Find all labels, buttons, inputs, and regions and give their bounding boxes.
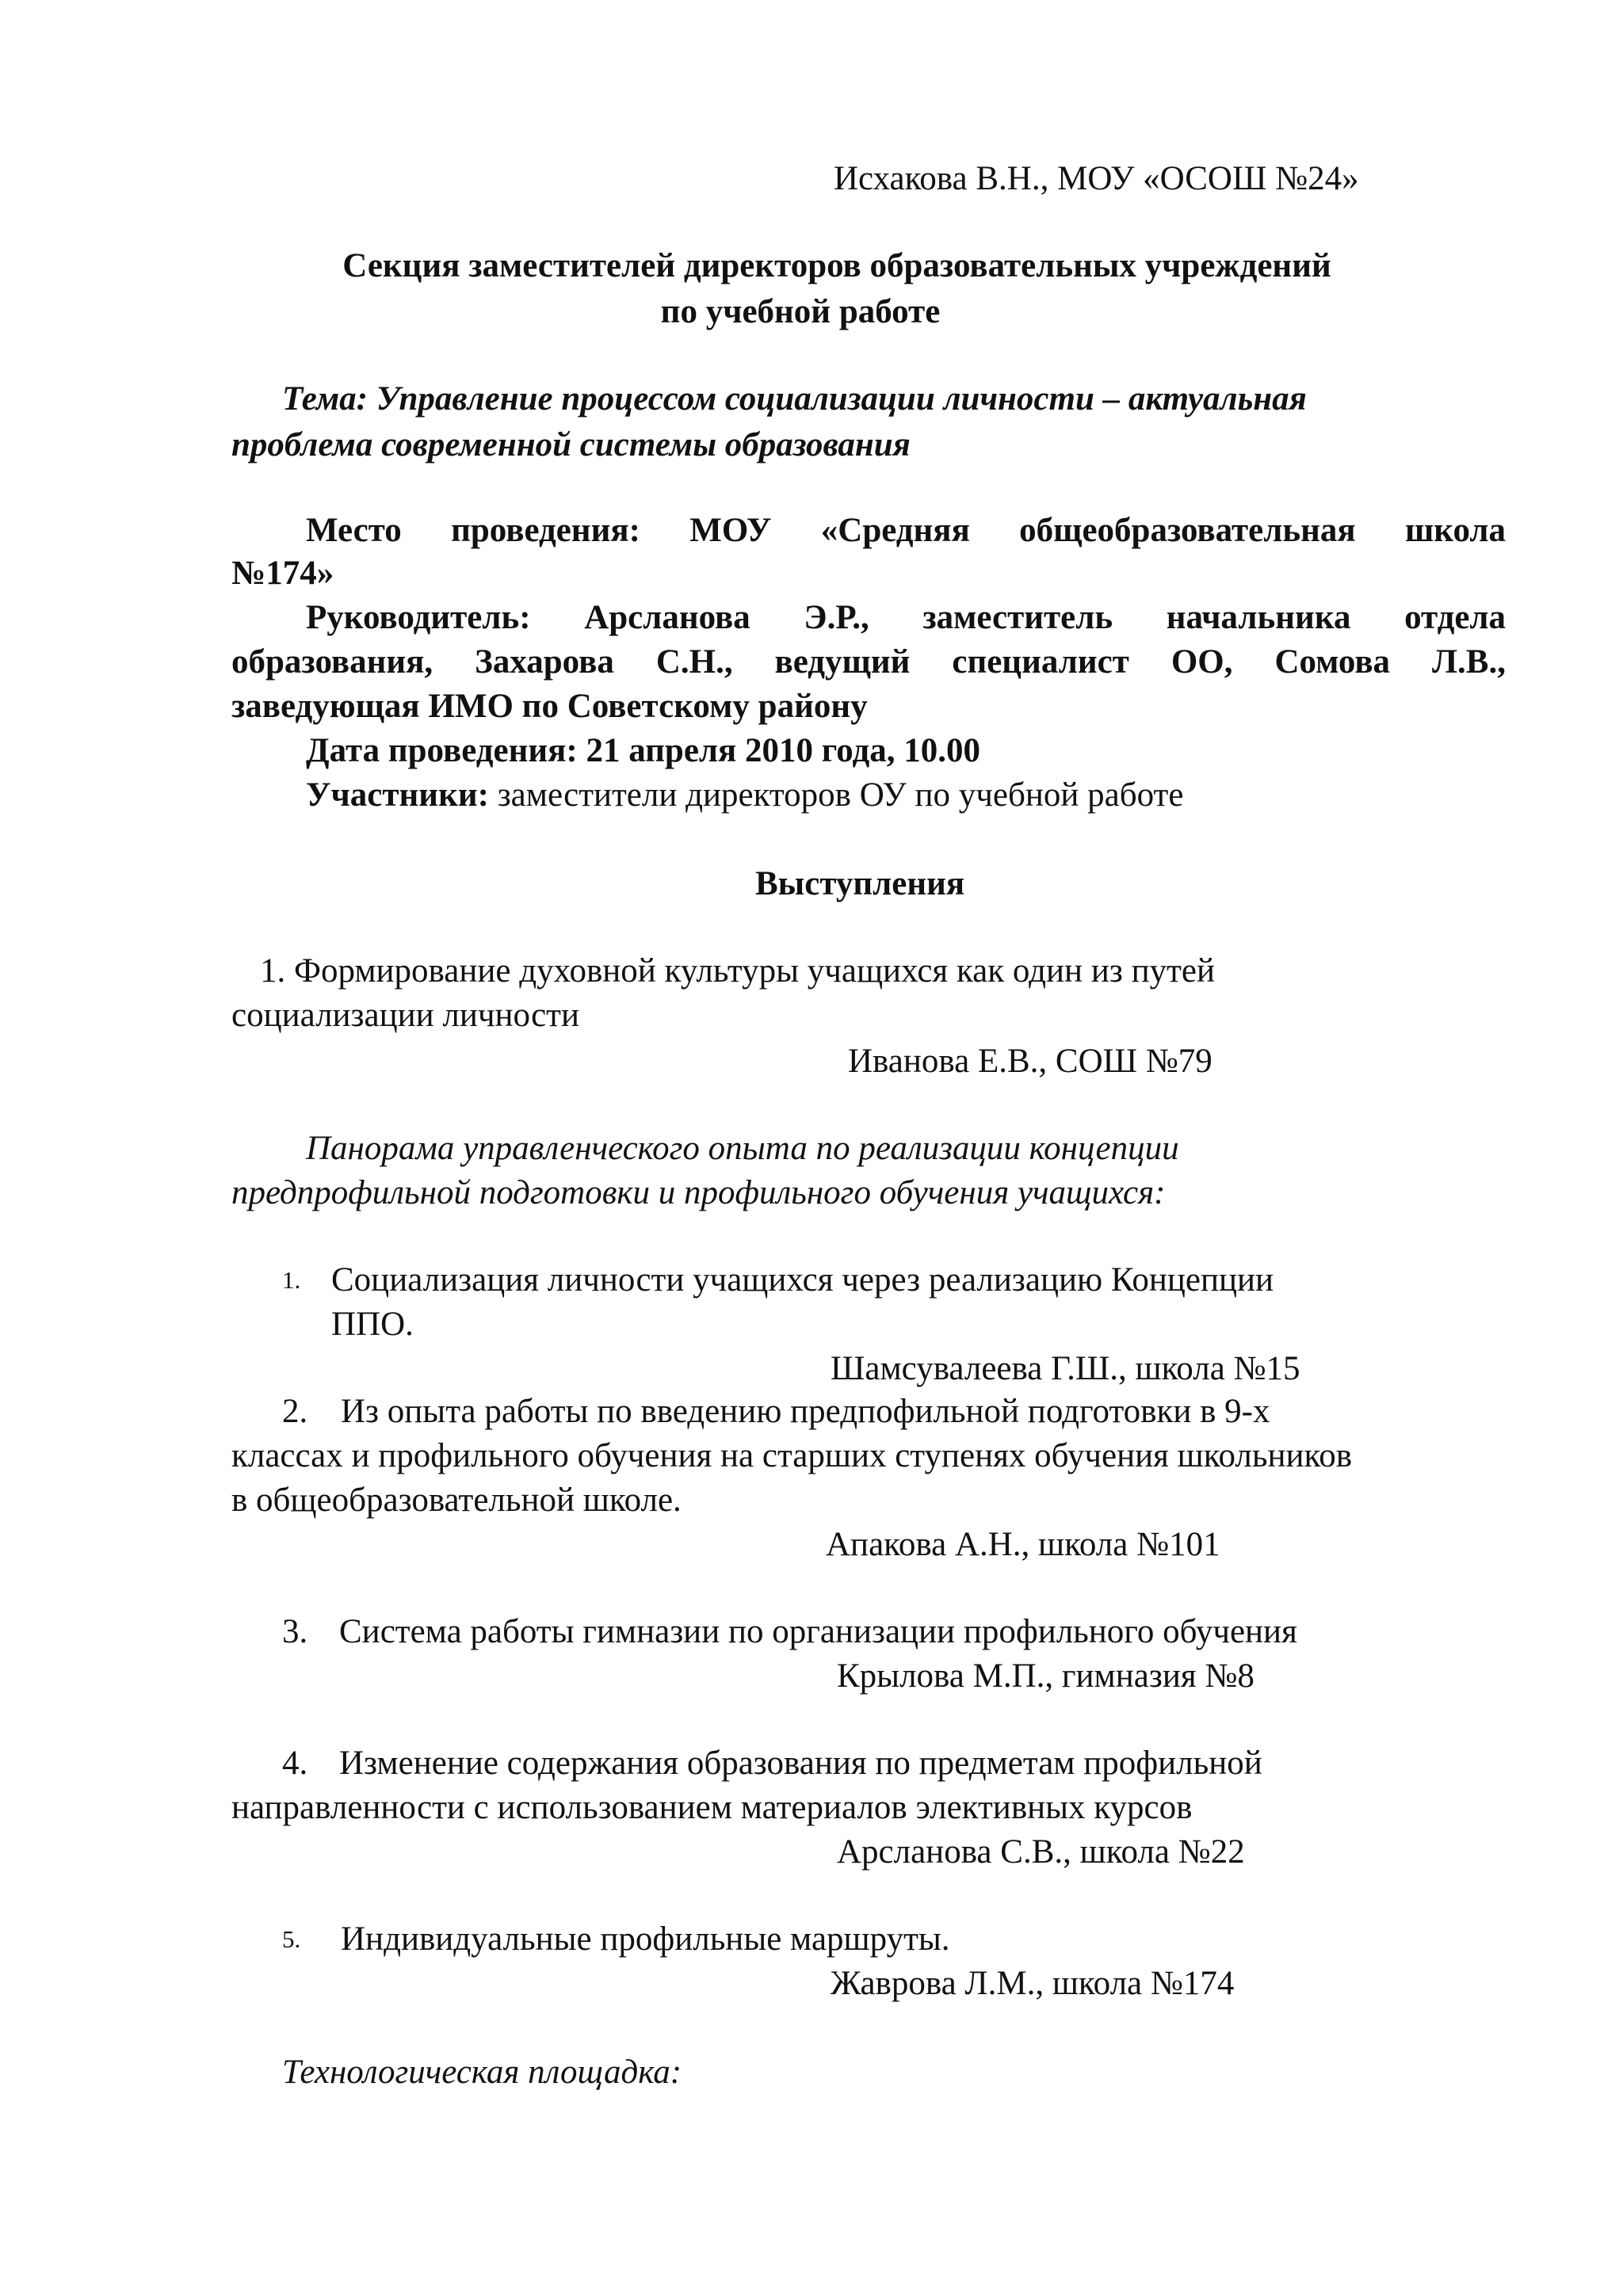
participants-label: Участники: [306,776,489,814]
panorama-line-2: предпрофильной подготовки и профильного обучения учащихся: [231,1174,1166,1211]
theme-line-2: проблема современной системы образования [231,426,911,463]
venue-line-1: Место проведения: МОУ «Средняя общеобразовательная школа [306,512,1507,549]
item-4-number: 4. [282,1745,308,1782]
author-line: Исхакова В.Н., МОУ «ОСОШ №24» [834,160,1359,197]
speech-1-line-2: социализации личности [231,997,579,1034]
venue-line-2: №174» [231,555,334,592]
item-4-line-2: направленности с использованием материалов элективных курсов [231,1789,1193,1826]
date-line: Дата проведения: 21 апреля 2010 года, 10.00 [306,732,981,769]
item-1-speaker: Шамсувалеева Г.Ш., школа №15 [831,1350,1300,1387]
theme-line-1: Тема: Управление процессом социализации личности – актуальная [282,380,1307,418]
leader-line-2: образования, Захарова С.Н., ведущий специалист ОО, Сомова Л.В., [231,643,1506,681]
item-2-speaker: Апакова А.Н., школа №101 [826,1526,1220,1563]
item-4-speaker: Арсланова С.В., школа №22 [837,1833,1245,1871]
item-3-number: 3. [282,1613,308,1650]
leader-line-3: заведующая ИМО по Советскому району [231,688,868,725]
item-4-line-1: Изменение содержания образования по предметам профильной [339,1745,1262,1782]
item-2-line-3: в общеобразовательной школе. [231,1482,682,1519]
item-5-line-1: Индивидуальные профильные маршруты. [341,1920,950,1958]
item-2-number: 2. [282,1393,308,1430]
leader-line-1: Руководитель: Арсланова Э.Р., заместитель начальника отдела [306,599,1507,636]
speech-1-speaker: Иванова Е.В., СОШ №79 [848,1043,1212,1080]
speeches-heading: Выступления [755,865,965,902]
item-3-line-1: Система работы гимназии по организации профильного обучения [339,1613,1297,1650]
item-2-line-1: Из опыта работы по введению предпофильной подготовки в 9-х [341,1393,1270,1430]
item-5-speaker: Жаврова Л.М., школа №174 [831,1965,1235,2002]
item-3-speaker: Крылова М.П., гимназия №8 [837,1657,1254,1695]
speech-1-line-1: 1. Формирование духовной культуры учащихся как один из путей [260,952,1215,990]
participants-line [306,778,1183,812]
item-1-number: 1. [282,1266,301,1294]
item-1-line-1: Социализация личности учащихся через реализацию Концепции [331,1261,1274,1299]
item-2-line-2: классах и профильного обучения на старших ступенях обучения школьников [231,1437,1353,1474]
item-1-line-2: ППО. [331,1306,414,1343]
tech-platform-heading: Технологическая площадка: [282,2054,682,2091]
participants-value: заместители директоров ОУ по учебной работе [488,776,1184,814]
section-title-line-1: Секция заместителей директоров образовательных учреждений [342,247,1331,284]
section-title-line-2: по учебной работе [660,293,941,330]
item-5-number: 5. [282,1925,301,1953]
panorama-line-1: Панорама управленческого опыта по реализации концепции [306,1130,1179,1167]
